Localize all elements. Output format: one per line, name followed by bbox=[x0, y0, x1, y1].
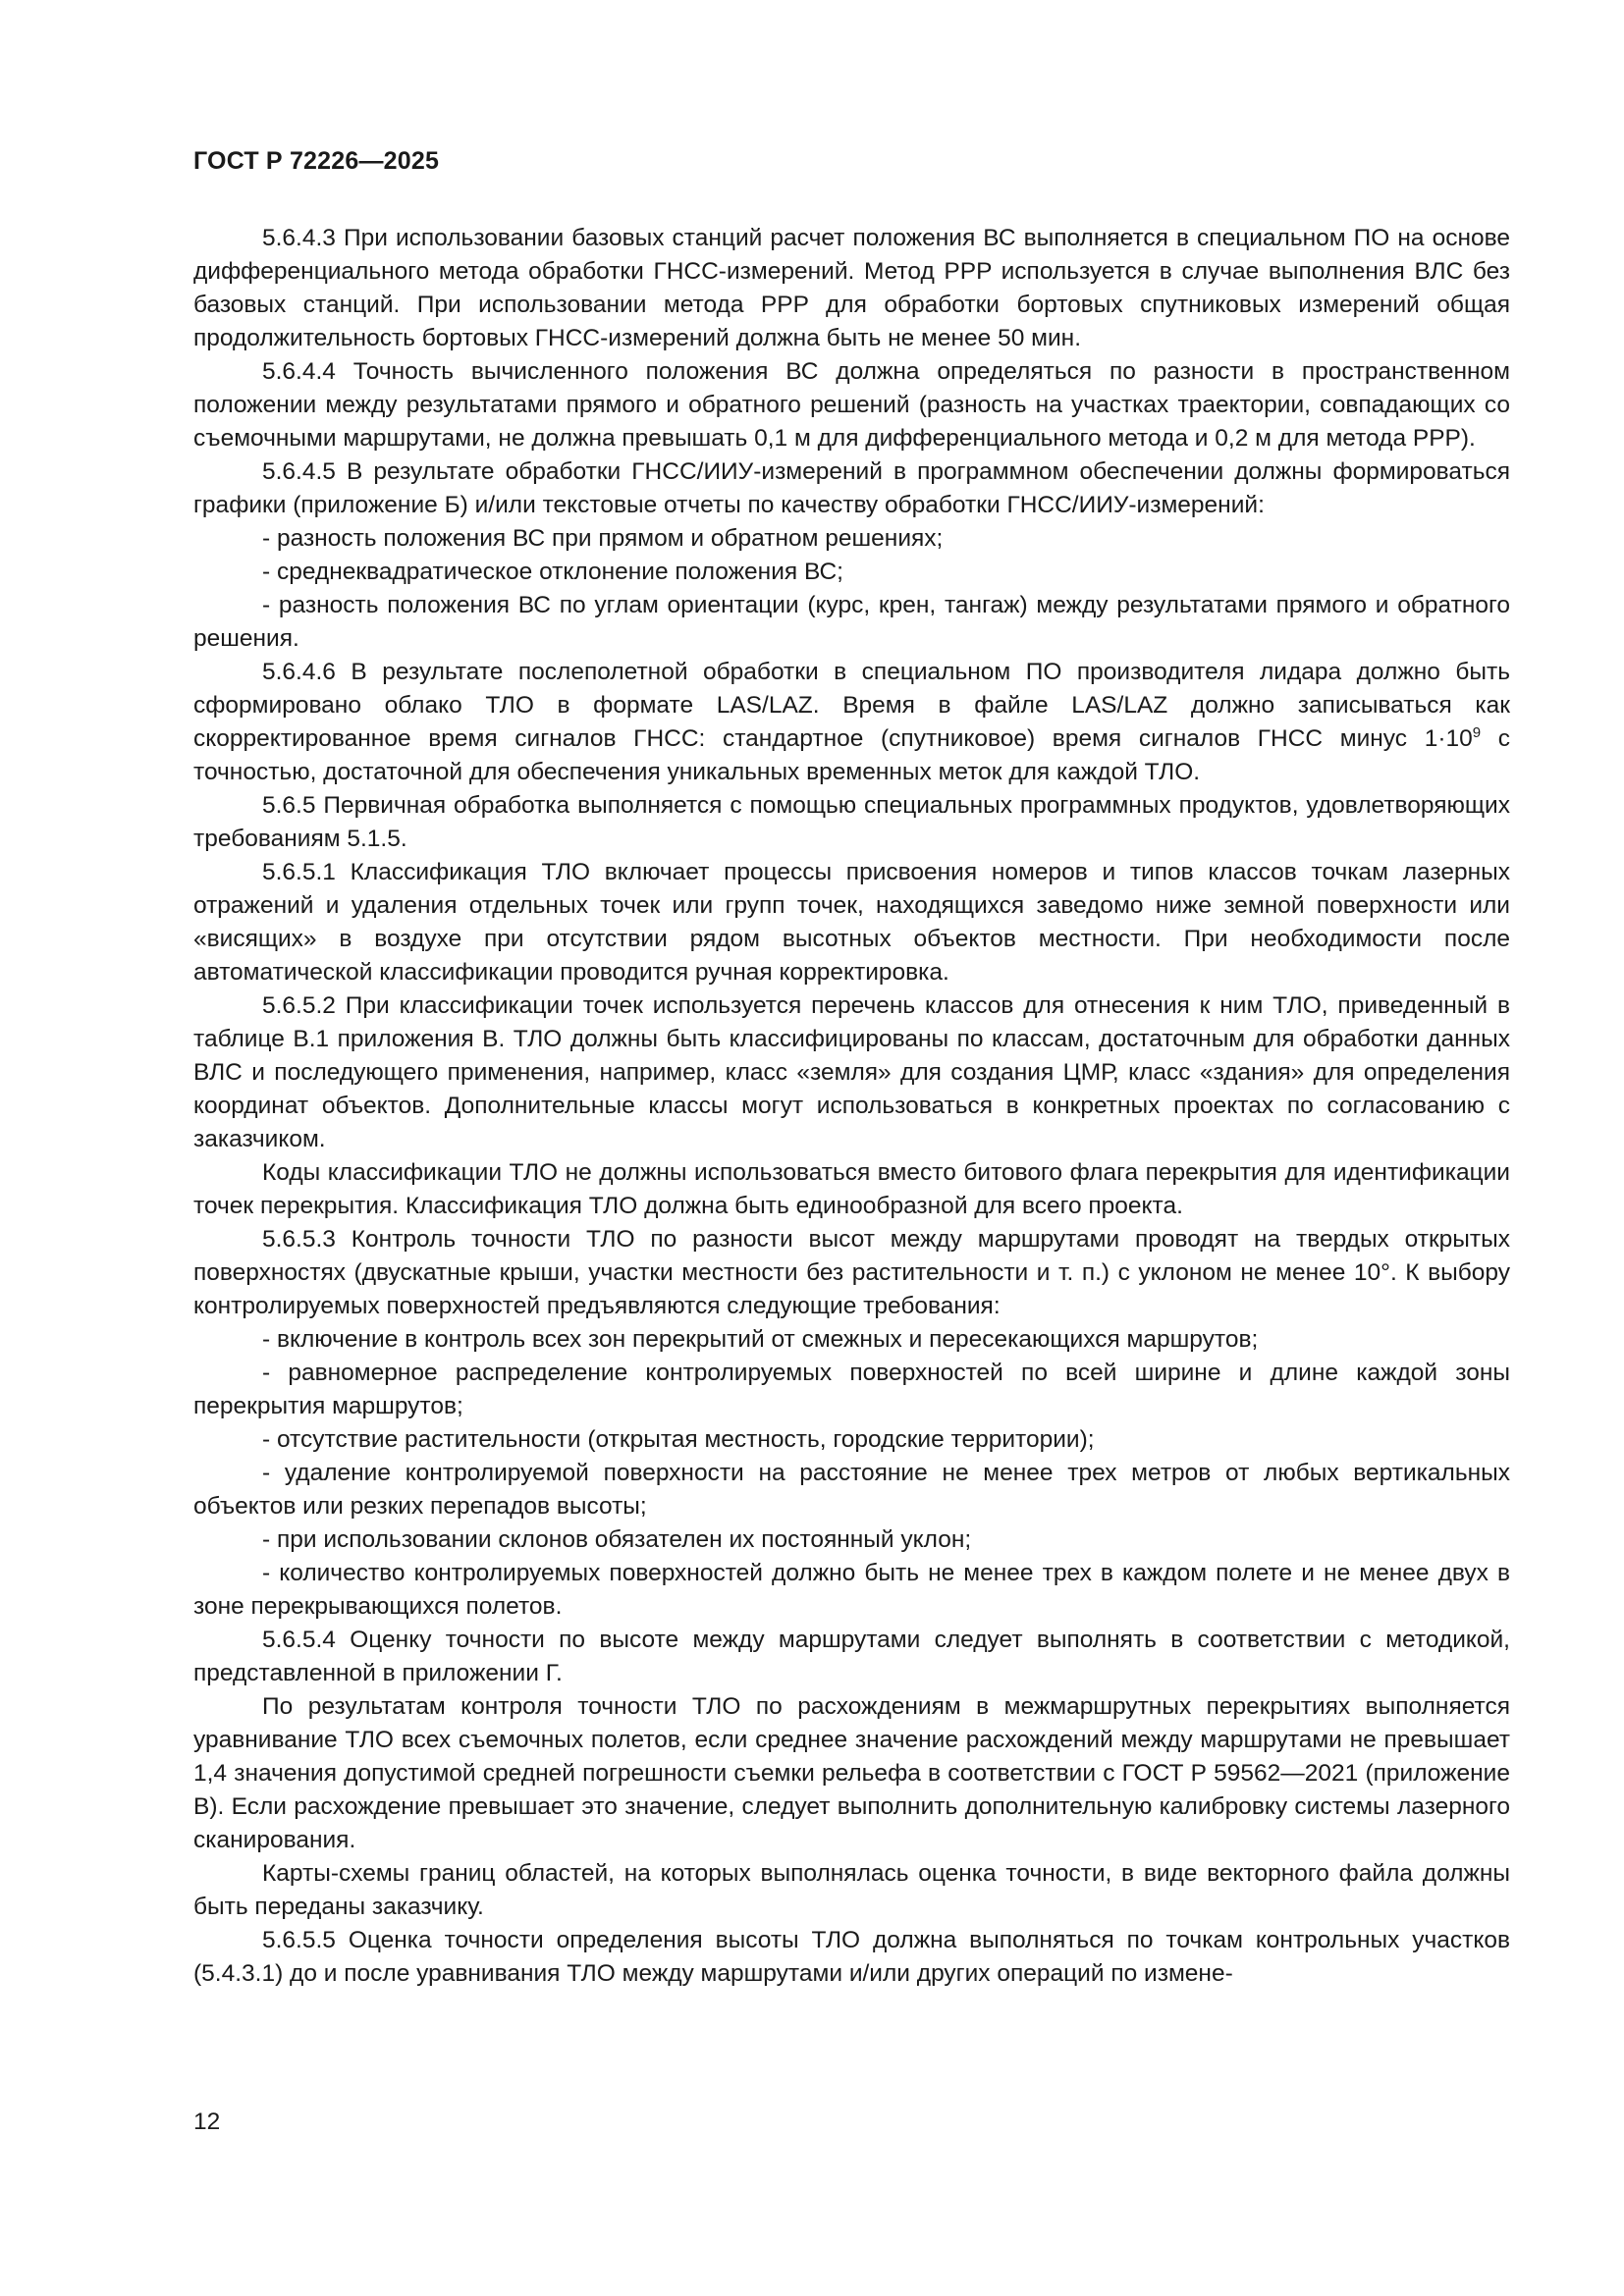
paragraph-text: с точностью, достаточной для обеспечения уникальных временных меток для каждой ТЛО. bbox=[193, 725, 1510, 785]
paragraph-5-6-5-5: 5.6.5.5 Оценка точности определения высоты ТЛО должна выполняться по точкам контрольных участков (5.4.3.1) до и после уравнивания ТЛО между маршрутами и/или других операций по измене- bbox=[193, 1927, 1510, 1987]
paragraph-5-6-4-3: 5.6.4.3 При использовании базовых станций расчет положения ВС выполняется в специальном ПО на основе дифференциального метода обработки ГНСС-измерений. Метод PPP используется в случае выполнения ВЛС без базовых станций. При использовании метода PPP для обработки бортовых спутниковых измерений общая продолжительность бортовых ГНСС-измерений должна быть не менее 50 мин. bbox=[193, 225, 1510, 351]
superscript: 9 bbox=[1472, 724, 1482, 741]
list-item: - отсутствие растительности (открытая местность, городские территории); bbox=[262, 1426, 1095, 1453]
paragraph-5-6-5-2: 5.6.5.2 При классификации точек используется перечень классов для отнесения к ним ТЛО, приведенный в таблице В.1 приложения В. ТЛО должны быть классифицированы по классам, достаточным для обработки данных ВЛС и последующего применения, например, класс «земля» для создания ЦМР, класс «здания» для определения координат объектов. Дополнительные классы могут использоваться в конкретных проектах по согласованию с заказчиком. bbox=[193, 992, 1510, 1152]
paragraph-maps: Карты-схемы границ областей, на которых выполнялась оценка точности, в виде векторного файла должны быть переданы заказчику. bbox=[193, 1860, 1510, 1920]
paragraph-5-6-5: 5.6.5 Первичная обработка выполняется с помощью специальных программных продуктов, удовлетворяющих требованиям 5.1.5. bbox=[193, 792, 1510, 852]
list-item: - разность положения ВС при прямом и обратном решениях; bbox=[262, 525, 944, 552]
list-item: - среднеквадратическое отклонение положения ВС; bbox=[262, 559, 843, 585]
paragraph-5-6-4-6 bbox=[193, 656, 1510, 789]
list-item: - при использовании склонов обязателен их постоянный уклон; bbox=[262, 1526, 972, 1553]
paragraph-5-6-4-5: 5.6.4.5 В результате обработки ГНСС/ИИУ-измерений в программном обеспечении должны формироваться графики (приложение Б) и/или текстовые отчеты по качеству обработки ГНСС/ИИУ-измерений: bbox=[193, 458, 1510, 518]
page-number: 12 bbox=[193, 2109, 221, 2135]
body-text bbox=[193, 222, 1510, 1991]
list-item: - количество контролируемых поверхностей должно быть не менее трех в каждом полете и не менее двух в зоне перекрывающихся полетов. bbox=[193, 1560, 1510, 1620]
paragraph-5-6-5-3: 5.6.5.3 Контроль точности ТЛО по разности высот между маршрутами проводят на твердых открытых поверхностях (двускатные крыши, участки местности без растительности и т. п.) с уклоном не менее 10°. К выбору контролируемых поверхностей предъявляются следующие требования: bbox=[193, 1226, 1510, 1319]
paragraph-text: 5.6.4.6 В результате послеполетной обработки в специальном ПО производителя лидара должно быть сформировано облако ТЛО в формате LAS/LAZ. Время в файле LAS/LAZ должно записываться как скорректированное время сигналов ГНСС: стандартное (спутниковое) время сигналов ГНСС минус 1·10 bbox=[193, 659, 1510, 752]
paragraph-5-6-5-1: 5.6.5.1 Классификация ТЛО включает процессы присвоения номеров и типов классов точкам лазерных отражений и удаления отдельных точек или групп точек, находящихся заведомо ниже земной поверхности или «висящих» в воздухе при отсутствии рядом высотных объектов местности. При необходимости после автоматической классификации проводится ручная корректировка. bbox=[193, 859, 1510, 986]
list-item: - включение в контроль всех зон перекрытий от смежных и пересекающихся маршрутов; bbox=[262, 1326, 1259, 1353]
list-item: - разность положения ВС по углам ориентации (курс, крен, тангаж) между результатами прямого и обратного решения. bbox=[193, 592, 1510, 652]
paragraph-5-6-5-4: 5.6.5.4 Оценку точности по высоте между маршрутами следует выполнять в соответствии с методикой, представленной в приложении Г. bbox=[193, 1627, 1510, 1686]
list-item: - удаление контролируемой поверхности на расстояние не менее трех метров от любых вертикальных объектов или резких перепадов высоты; bbox=[193, 1460, 1510, 1520]
document-header: ГОСТ Р 72226—2025 bbox=[193, 147, 440, 175]
list-item: - равномерное распределение контролируемых поверхностей по всей ширине и длине каждой зоны перекрытия маршрутов; bbox=[193, 1360, 1510, 1419]
paragraph-5-6-4-4: 5.6.4.4 Точность вычисленного положения ВС должна определяться по разности в пространственном положении между результатами прямого и обратного решений (разность на участках траектории, совпадающих со съемочными маршрутами, не должна превышать 0,1 м для дифференциального метода и 0,2 м для метода PPP). bbox=[193, 358, 1510, 452]
paragraph-classification-codes: Коды классификации ТЛО не должны использоваться вместо битового флага перекрытия для идентификации точек перекрытия. Классификация ТЛО должна быть единообразной для всего проекта. bbox=[193, 1159, 1510, 1219]
paragraph-adjustment: По результатам контроля точности ТЛО по расхождениям в межмаршрутных перекрытиях выполняется уравнивание ТЛО всех съемочных полетов, если среднее значение расхождений между маршрутами не превышает 1,4 значения допустимой средней погрешности съемки рельефа в соответствии с ГОСТ Р 59562—2021 (приложение В). Если расхождение превышает это значение, следует выполнить дополнительную калибровку системы лазерного сканирования. bbox=[193, 1693, 1510, 1853]
